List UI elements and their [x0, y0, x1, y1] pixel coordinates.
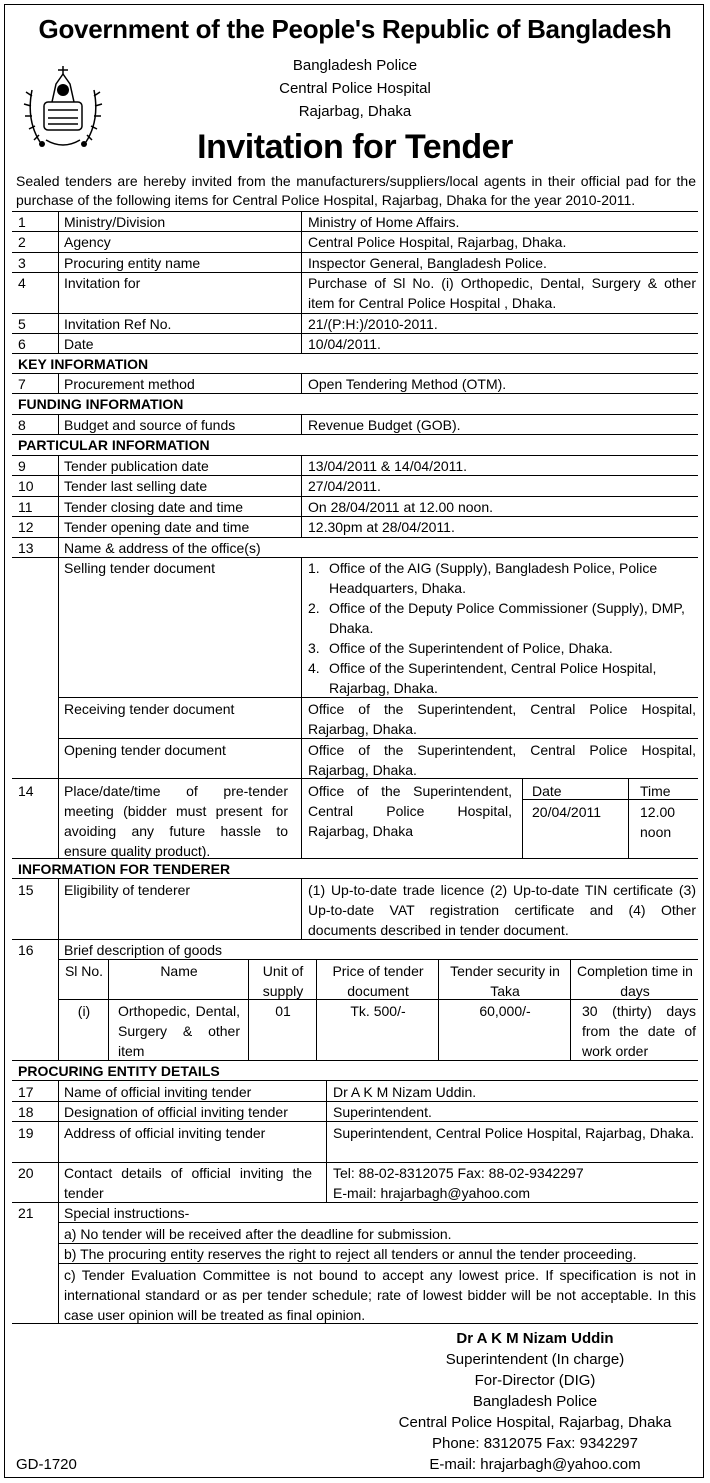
row-value: Purchase of Sl No. (i) Orthopedic, Dental, Surgery & other item for Central Police Hospital , Dhaka. [308, 275, 696, 311]
section-heading: PARTICULAR INFORMATION [18, 437, 210, 453]
row-number: 11 [18, 499, 33, 515]
goods-cell: 01 [275, 1003, 291, 1019]
list-item-number: 2. [308, 600, 320, 616]
row-value: 21/(P:H:)/2010-2011. [308, 316, 438, 332]
row-number: 15 [18, 882, 34, 898]
row-value: 10/04/2011. [308, 336, 381, 352]
row-label: Name & address of the office(s) [64, 540, 261, 556]
table-rule [58, 414, 59, 434]
row-value: Inspector General, Bangladesh Police. [308, 255, 547, 271]
table-rule [438, 959, 439, 1060]
instruction-c: c) Tender Evaluation Committee is not bound to accept any lowest price. If specification is not in international standard or as per tender schedule; rate of lowest bidder will be not acceptable. In this case user opinion will be treated as final opinion. [64, 1267, 696, 1323]
row-value: On 28/04/2011 at 12.00 noon. [308, 499, 494, 515]
row-value: (1) Up-to-date trade licence (2) Up-to-date TIN certificate (3) Up-to-date VAT registration certificate and (4) Other documents described in tender document. [308, 882, 696, 938]
row-value: Dr A K M Nizam Uddin. [333, 1084, 477, 1100]
table-rule [58, 373, 59, 393]
goods-cell: Orthopedic, Dental, Surgery & other item [118, 1003, 240, 1059]
row-number: 18 [18, 1104, 34, 1120]
row-value: 27/04/2011. [308, 478, 381, 494]
row-label: Name of official inviting tender [64, 1084, 252, 1100]
opening-value: Office of the Superintendent, Central Police Hospital, Rajarbag, Dhaka. [308, 742, 696, 778]
row-value: Superintendent. [333, 1104, 432, 1120]
row-number: 19 [18, 1125, 34, 1141]
section-heading: KEY INFORMATION [18, 356, 149, 372]
row-label: Tender last selling date [64, 478, 208, 494]
table-rule [58, 1080, 59, 1323]
signatory-address: Central Police Hospital, Rajarbag, Dhaka [398, 1414, 672, 1431]
meeting-date: 20/04/2011 [532, 804, 602, 820]
section-heading: FUNDING INFORMATION [18, 396, 184, 412]
table-rule [58, 878, 59, 1060]
row-label: Tender closing date and time [64, 499, 243, 515]
receiving-value: Office of the Superintendent, Central Police Hospital, Rajarbag, Dhaka. [308, 701, 696, 737]
list-item: Headquarters, Dhaka. [329, 580, 466, 596]
row-number: 12 [18, 519, 34, 535]
goods-header-completion: Completion time in days [577, 963, 693, 999]
list-item: Rajarbag, Dhaka. [329, 680, 438, 696]
table-rule [326, 1080, 327, 1202]
row-label: Address of official inviting tender [64, 1125, 266, 1141]
row-label: Agency [64, 234, 111, 250]
row-value: Revenue Budget (GOB). [308, 417, 461, 433]
list-item-number: 3. [308, 640, 320, 656]
signatory-title: Superintendent (In charge) [445, 1351, 625, 1368]
section-heading: INFORMATION FOR TENDERER [18, 861, 231, 877]
footer-code: GD-1720 [16, 1456, 77, 1473]
row-number: 21 [18, 1205, 34, 1221]
table-rule [301, 373, 302, 393]
notice-title: Invitation for Tender [197, 128, 513, 166]
signatory-role: For-Director (DIG) [474, 1372, 596, 1389]
table-rule [301, 878, 302, 939]
list-item: Office of the Superintendent, Central Police Hospital, [329, 660, 657, 676]
contact-email: E-mail: hrajarbagh@yahoo.com [333, 1185, 531, 1201]
row-label: Date [64, 336, 94, 352]
row-label: Special instructions- [64, 1205, 190, 1221]
table-rule [301, 557, 302, 778]
opening-label: Opening tender document [64, 742, 226, 758]
row-number: 13 [18, 540, 34, 556]
list-item-number: 4. [308, 660, 320, 676]
contact-phone: Tel: 88-02-8312075 Fax: 88-02-9342297 [333, 1165, 584, 1181]
selling-label: Selling tender document [64, 560, 215, 576]
row-number: 20 [18, 1165, 34, 1181]
table-rule [301, 778, 302, 858]
row-value: Ministry of Home Affairs. [308, 214, 460, 230]
list-item: Office of the Superintendent of Police, Dhaka. [329, 640, 613, 656]
row-number: 4 [18, 275, 26, 291]
signatory-name: Dr A K M Nizam Uddin [456, 1330, 614, 1347]
table-rule [570, 959, 571, 1060]
police-emblem-icon [22, 60, 104, 152]
goods-cell: Tk. 500/- [350, 1003, 406, 1019]
hospital-name: Central Police Hospital [279, 80, 431, 97]
row-label: Ministry/Division [64, 214, 166, 230]
row-number: 16 [18, 942, 34, 958]
section-heading: PROCURING ENTITY DETAILS [18, 1063, 220, 1079]
row-label: Brief description of goods [64, 942, 222, 958]
table-rule [316, 959, 317, 1060]
goods-cell: 60,000/- [479, 1003, 531, 1019]
list-item-number: 1. [308, 560, 320, 576]
location: Rajarbag, Dhaka [298, 103, 412, 120]
table-rule [248, 959, 249, 1060]
goods-header-unit: Unit of supply [262, 963, 304, 999]
table-rule [58, 455, 59, 858]
row-number: 14 [18, 783, 34, 799]
row-label: Tender publication date [64, 458, 209, 474]
government-title: Government of the People's Republic of Bangladesh [38, 14, 672, 44]
goods-header-price: Price of tender document [332, 963, 424, 999]
table-rule [522, 778, 523, 858]
row-value: Central Police Hospital, Rajarbag, Dhaka. [308, 234, 567, 250]
row-number: 1 [18, 214, 26, 230]
row-number: 8 [18, 417, 26, 433]
row-label: Procuring entity name [64, 255, 201, 271]
row-value: 12.30pm at 28/04/2011. [308, 519, 455, 535]
row-value: Open Tendering Method (OTM). [308, 376, 507, 392]
time-header: Time [640, 783, 671, 799]
row-number: 2 [18, 234, 26, 250]
row-label: Eligibility of tenderer [64, 882, 191, 898]
goods-header-security: Tender security in Taka [450, 963, 560, 999]
goods-cell: 30 (thirty) days from the date of work order [582, 1003, 696, 1059]
list-item: Dhaka. [329, 620, 374, 636]
table-rule [301, 211, 302, 353]
meeting-place: Office of the Superintendent, Central Police Hospital, Rajarbag, Dhaka [308, 783, 512, 839]
row-number: 17 [18, 1084, 34, 1100]
row-label: Designation of official inviting tender [64, 1104, 288, 1120]
meeting-time: 12.00 noon [640, 804, 676, 840]
instruction-b: b) The procuring entity reserves the right to reject all tenders or annul the tender proceeding. [64, 1246, 637, 1262]
row-label: Place/date/time of pre-tender meeting (bidder must present for avoiding any future hassle to ensure quality product). [64, 783, 288, 859]
row-number: 10 [18, 478, 34, 494]
signatory-org: Bangladesh Police [472, 1393, 598, 1410]
goods-header-name: Name [160, 963, 198, 979]
table-rule [108, 959, 109, 1060]
row-number: 9 [18, 458, 26, 474]
row-label: Procurement method [64, 376, 195, 392]
goods-cell: (i) [77, 1003, 91, 1019]
row-label: Budget and source of funds [64, 417, 236, 433]
date-header: Date [532, 783, 562, 799]
org-name: Bangladesh Police [292, 57, 418, 74]
row-number: 5 [18, 316, 26, 332]
signatory-email: E-mail: hrajarbagh@yahoo.com [429, 1456, 641, 1473]
list-item: Office of the AIG (Supply), Bangladesh Police, Police [329, 560, 658, 576]
row-label: Invitation Ref No. [64, 316, 172, 332]
table-rule [628, 778, 629, 858]
table-rule [58, 211, 59, 353]
row-label: Tender opening date and time [64, 519, 250, 535]
row-value: 13/04/2011 & 14/04/2011. [308, 458, 468, 474]
row-number: 6 [18, 336, 26, 352]
goods-header-sl: Sl No. [64, 963, 104, 979]
row-value: Superintendent, Central Police Hospital, Rajarbag, Dhaka. [333, 1125, 695, 1141]
table-rule [301, 455, 302, 537]
receiving-label: Receiving tender document [64, 701, 235, 717]
table-rule [301, 414, 302, 434]
row-label: Invitation for [64, 275, 141, 291]
instruction-a: a) No tender will be received after the deadline for submission. [64, 1226, 452, 1242]
list-item: Office of the Deputy Police Commissioner (Supply), DMP, [329, 600, 685, 616]
row-number: 7 [18, 376, 26, 392]
row-number: 3 [18, 255, 26, 271]
signatory-phone: Phone: 8312075 Fax: 9342297 [431, 1435, 638, 1452]
row-label: Contact details of official inviting the tender [64, 1165, 312, 1201]
intro-paragraph: Sealed tenders are hereby invited from the manufacturers/suppliers/local agents in their official pad for the purchase of the following items for Central Police Hospital, Rajarbag, Dhaka for the year 2010-2011. [16, 173, 696, 208]
